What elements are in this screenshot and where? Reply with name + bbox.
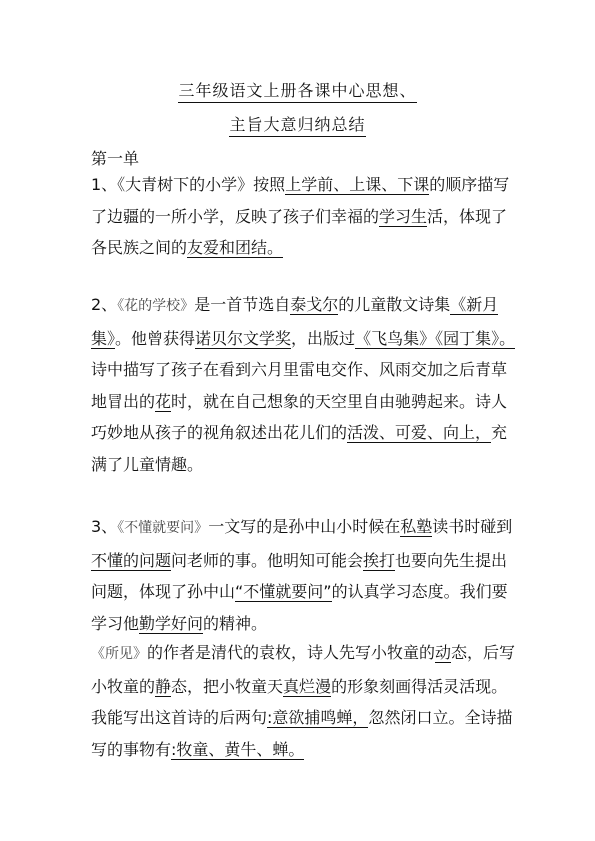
paragraph-1: 1、《大青树下的小学》按照上学前、上课、下课的顺序描写了边疆的一所小学，反映了孩子们幸福的学习生活，体现了各民族之间的友爱和团结。 xyxy=(91,175,510,257)
underlined-text: 真烂漫 xyxy=(283,676,332,696)
underlined-text: 勤学好问 xyxy=(139,613,204,633)
underlined-text: 挨打 xyxy=(363,550,396,570)
underlined-text: :牧童、黄牛、蝉。 xyxy=(171,739,305,759)
underlined-text: 泰戈尔 xyxy=(290,295,339,314)
lesson-title: 《不懂就要问》 xyxy=(117,520,209,536)
underlined-text: 《飞鸟集》《园丁集》。 xyxy=(355,328,516,348)
paragraph-3: 3、《不懂就要问》一文写的是孙中山小时候在私塾读书时碰到不懂的问题问老师的事。他明知可能会挨打也要向先生提出问题，体现了孙中山“不懂就要问”的认真学习态度。我们要学习他勤学好问的精神。 xyxy=(91,517,513,633)
paragraph-2: 2、《花的学校》是一首节选自泰戈尔的儿童散文诗集《新月集》。他曾获得诺贝尔文学奖，出版过《飞鸟集》《园丁集》。诗中描写了孩子在看到六月里雷电交作、风雨交加之后青草地冒出的花时，就在自己想象的天空里自由驰骋起来。诗人巧妙地从孩子的视角叙述出花儿们的活泼、可爱、向上，充满了儿童情趣。 xyxy=(91,295,516,474)
lesson-title: 《花的学校》 xyxy=(117,298,195,314)
underlined-text: 学习生 xyxy=(379,206,428,226)
unit-heading: 第一单 xyxy=(91,149,140,168)
underlined-text: 友爱和团结。 xyxy=(187,238,284,257)
underlined-text: :意欲捕鸣蝉， xyxy=(267,708,369,727)
underlined-text: 《新月集》 xyxy=(91,295,499,348)
lesson-title: 《所见》 xyxy=(91,646,147,662)
underlined-text: 诺贝尔文学奖 xyxy=(195,328,292,348)
underlined-text: 不懂的问题 xyxy=(91,550,172,570)
underlined-text: “不懂就要问” xyxy=(235,582,332,601)
underlined-text: 静 xyxy=(155,676,172,696)
document-title-line-1: 三年级语文上册各课中心思想、 xyxy=(0,78,595,101)
document-title-line-2: 主旨大意归纳总结 xyxy=(0,112,595,135)
underlined-text: 动 xyxy=(435,643,452,662)
underlined-text: 活泼、可爱、向上， xyxy=(347,423,492,442)
paragraph-4: 《所见》的作者是清代的袁枚，诗人先写小牧童的动态，后写小牧童的静态，把小牧童天真烂漫的形象刻画得活灵活现。我能写出这首诗的后两句:意欲捕鸣蝉，忽然闭口立。全诗描写的事物有:牧童、黄牛、蝉。 xyxy=(91,643,516,759)
underlined-text: 花 xyxy=(155,391,172,411)
underlined-text: 私塾 xyxy=(400,517,433,536)
underlined-text: 上学前、上课、下课 xyxy=(285,175,430,194)
